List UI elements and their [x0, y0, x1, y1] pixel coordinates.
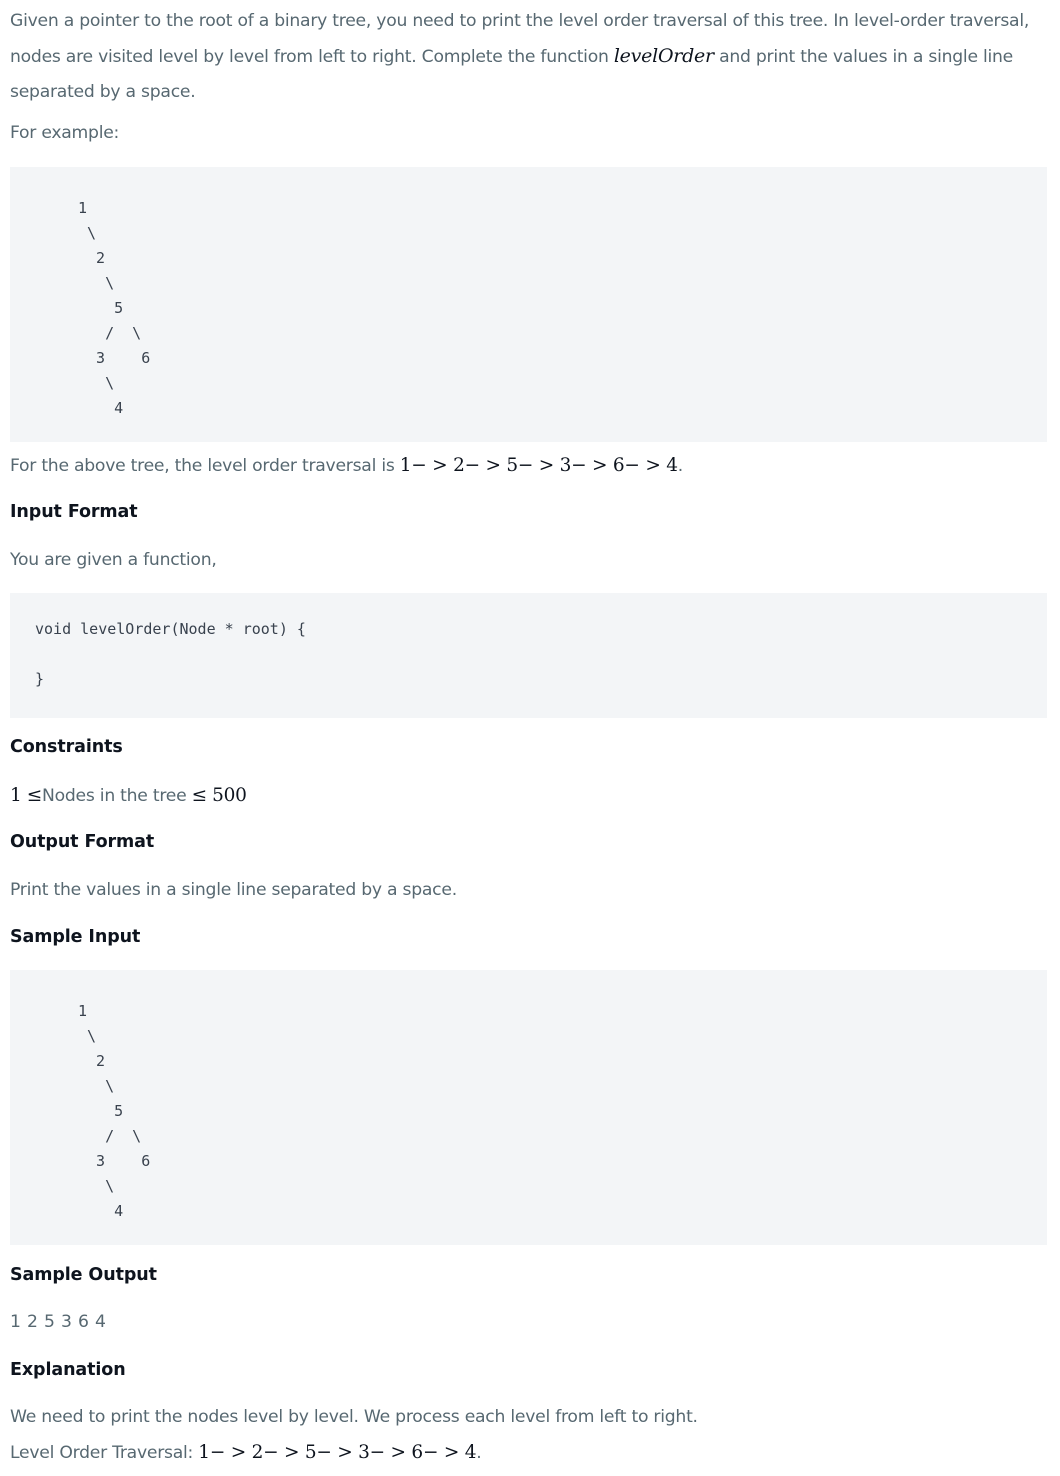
constraint-low: 1	[10, 785, 22, 806]
input-format-text: You are given a function,	[10, 550, 217, 570]
input-format-heading: Input Format	[10, 502, 138, 522]
constraint-le-1: ≤	[26, 785, 43, 806]
intro-text-1: Given a pointer to the root of a binary tree, you need to print the level order traversal of this tree. In level-order traversal, nodes are visited level by level from left to right. Complete the function	[10, 11, 1030, 67]
intro-paragraph	[10, 4, 1050, 110]
traversal-sequence: 1− > 2− > 5− > 3− > 6− > 4	[399, 455, 678, 476]
output-format-heading: Output Format	[10, 832, 155, 852]
explanation-traversal-sequence: 1− > 2− > 5− > 3− > 6− > 4	[198, 1442, 477, 1463]
constraint-le-2: ≤	[191, 785, 207, 806]
constraints-text	[10, 778, 247, 814]
constraints-heading: Constraints	[10, 737, 123, 757]
traversal-suffix: .	[677, 456, 683, 476]
intro-text-2: and print the values in a single line separated by a space.	[10, 47, 1013, 102]
explanation-heading: Explanation	[10, 1360, 126, 1380]
function-name: levelOrder	[613, 45, 714, 67]
explanation-traversal-prefix: Level Order Traversal:	[10, 1443, 199, 1463]
sample-input-heading: Sample Input	[10, 927, 141, 947]
example-tree: 1 \ 2 \ 5 / \ 3 6 \ 4	[78, 199, 151, 417]
function-code-block	[10, 593, 1047, 718]
traversal-sentence	[10, 448, 683, 484]
sample-output-heading: Sample Output	[10, 1265, 157, 1285]
example-tree-block	[10, 167, 1047, 442]
sample-input-block	[10, 970, 1047, 1245]
example-label: For example:	[10, 123, 120, 143]
explanation-traversal	[10, 1435, 481, 1471]
code-line-closing-brace: }	[35, 670, 45, 688]
output-format-text: Print the values in a single line separated by a space.	[10, 880, 457, 900]
sample-input-tree: 1 \ 2 \ 5 / \ 3 6 \ 4	[78, 1002, 151, 1220]
explanation-traversal-suffix: .	[476, 1443, 482, 1463]
sample-output-value: 1 2 5 3 6 4	[10, 1312, 107, 1332]
explanation-text: We need to print the nodes level by level. We process each level from left to right.	[10, 1407, 698, 1427]
constraint-middle: Nodes in the tree	[42, 786, 187, 806]
constraint-high: 500	[212, 785, 247, 806]
code-line-signature: void levelOrder(Node * root) {	[35, 620, 306, 638]
traversal-prefix: For the above tree, the level order traversal is	[10, 456, 400, 476]
